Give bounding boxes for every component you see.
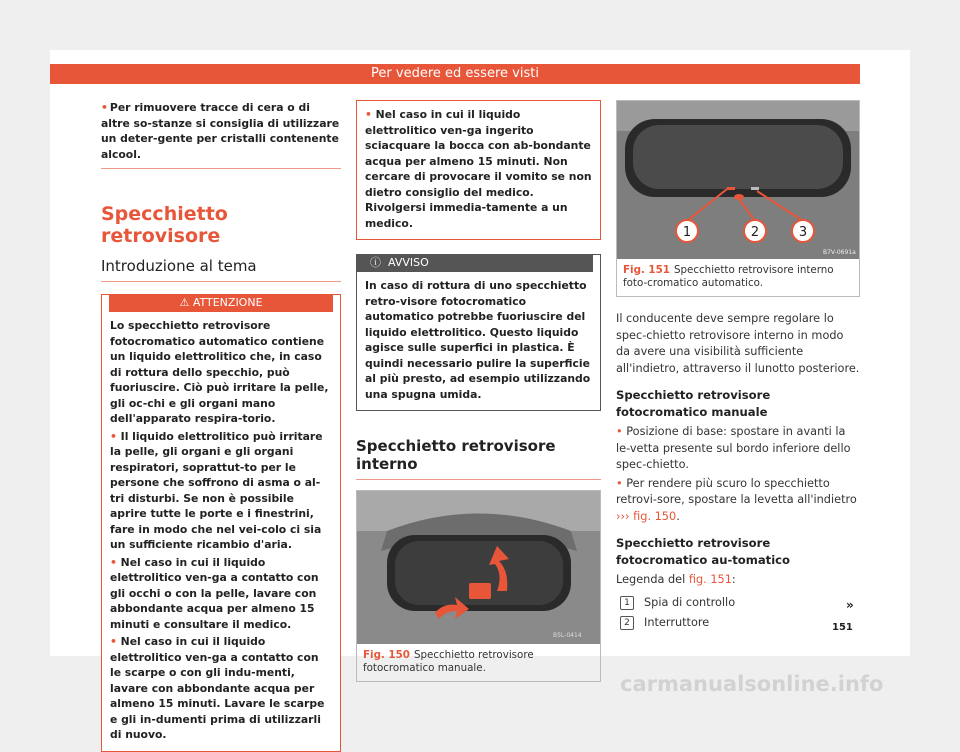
- list-item: [110, 555, 332, 633]
- bullet-text: Nel caso in cui il liquido elettrolitico ven-ga a contatto con gli occhi o con la pelle, lavare con abbondante acqua per almeno 15 minuti e consultare il medico.: [110, 555, 319, 631]
- notice-box: [356, 254, 601, 411]
- light-sensor: [751, 187, 759, 190]
- list-item: [365, 107, 592, 231]
- bullet-icon: •: [110, 429, 121, 443]
- subsection-title: Specchietto retrovisore interno: [356, 437, 556, 473]
- legend-item: [616, 613, 860, 633]
- section-title: Specchietto retrovisore: [101, 203, 228, 247]
- column-middle: [356, 100, 601, 682]
- list-item: [101, 100, 341, 162]
- bullet-icon: •: [616, 476, 627, 490]
- list-item: [110, 429, 332, 553]
- figure-150: [356, 490, 601, 682]
- paragraph: Il conducente deve sempre regolare lo spec-chietto retrovisore interno in modo da avere una visibilità sufficiente all'indietro, attraverso il lunotto posteriore.: [616, 312, 860, 375]
- legend-item: [616, 593, 860, 613]
- bullet-text: Nel caso in cui il liquido elettrolitico ven-ga ingerito sciacquare la bocca con ab-bondante acqua per almeno 15 minuti. Non cercare di provocare il vomito se non dietro consiglio del medico. Rivolgersi immedia-tamente a un medico.: [365, 108, 592, 230]
- mirror-automatic-image: [617, 101, 859, 259]
- legend-text: Spia di controllo: [644, 595, 736, 609]
- bullet-icon: •: [365, 108, 376, 121]
- warning-box: [101, 294, 341, 752]
- subsection-title: Introduzione al tema: [101, 257, 257, 275]
- divider: [356, 479, 601, 480]
- figure-link[interactable]: fig. 151: [688, 573, 732, 586]
- figure-caption-text: Specchietto retrovisore interno foto-cromatico automatico.: [623, 264, 834, 289]
- page-header: Per vedere ed essere visti: [50, 64, 860, 84]
- bullet-icon: •: [101, 101, 108, 114]
- reference-arrow: ›››: [616, 509, 630, 523]
- column-left: [101, 100, 341, 752]
- legend-intro-text: Legenda del: [616, 573, 686, 586]
- watermark: carmanualsonline.info: [620, 672, 884, 696]
- figure-label: Fig. 151: [623, 264, 670, 276]
- list-item: [110, 634, 332, 743]
- callout-1: 1: [682, 225, 692, 240]
- divider: [101, 168, 341, 169]
- column-right: [616, 100, 860, 633]
- bullet-text: Per rimuovere tracce di cera o di altre so-stanze si consiglia di utilizzare un deter-gente per cristalli contenente alcool.: [101, 101, 340, 161]
- warning-intro: Lo specchietto retrovisore fotocromatico automatico contiene un liquido elettrolitico che, in caso di rottura dello specchio, può fuoriuscire. Ciò può irritare la pelle, gli oc-chi e gli organi mano dell'apparato respira-torio.: [110, 319, 329, 425]
- figure-caption: [617, 259, 859, 296]
- notice-title: AVVISO: [388, 256, 429, 269]
- callout-3: 3: [798, 225, 808, 240]
- indicator-light: [727, 187, 735, 190]
- warning-box-continued: [356, 100, 601, 240]
- legend-number: 2: [620, 616, 634, 630]
- warning-title: ATTENZIONE: [192, 296, 263, 309]
- bullet-text: Il liquido elettrolitico può irritare la pelle, gli organi e gli organi respiratori, soprattut-to per le persone che soffrono di asma o al-tri disturbi. Se non è possibile aprire tutte le porte e i finestrini, fare in modo che nel vei-colo ci sia un sufficiente ricambio d'aria.: [110, 429, 323, 551]
- notice-text: In caso di rottura di uno specchietto retro-visore fotocromatico automatico potrebbe fuoriuscire del liquido elettrolitico. Questo liquido agisce sulle superfici in plastica. È quindi necessario pulire la superficie al più presto, ad esempio utilizzando una spugna umida.: [365, 279, 591, 401]
- paragraph-heading: Specchietto retrovisore fotocromatico au-tomatico: [616, 536, 791, 567]
- info-circle-icon: ⓘ: [370, 256, 388, 269]
- bullet-text: Per rendere più scuro lo specchietto retrovi-sore, spostare la levetta all'indietro: [616, 476, 857, 506]
- mirror-manual-image: [357, 491, 600, 644]
- bullet-text: Posizione di base: spostare in avanti la le-vetta presente sul bordo inferiore dello spec-chietto.: [616, 425, 851, 471]
- legend-text: Interruttore: [644, 615, 710, 629]
- figure-code: B5L-0414: [553, 632, 582, 639]
- page-number: 151: [832, 622, 853, 633]
- paragraph-heading: Specchietto retrovisore fotocromatico manuale: [616, 388, 771, 419]
- bullet-icon: •: [616, 425, 627, 438]
- callout-2: 2: [750, 225, 760, 240]
- bullet-icon: •: [110, 555, 121, 569]
- figure-caption-text: Specchietto retrovisore fotocromatico manuale.: [363, 649, 534, 674]
- figure-caption: [357, 644, 600, 681]
- list-item: [616, 424, 860, 474]
- bullet-icon: •: [110, 635, 121, 648]
- legend-number: 1: [620, 596, 634, 610]
- warning-triangle-icon: ⚠: [179, 296, 193, 309]
- figure-label: Fig. 150: [363, 649, 410, 661]
- continue-arrow-icon: »: [846, 598, 854, 612]
- figure-code: B7V-0691a: [823, 249, 856, 256]
- figure-151: [616, 100, 860, 297]
- notice-header: [356, 254, 593, 272]
- figure-link[interactable]: fig. 150: [633, 509, 677, 523]
- bullet-text: Nel caso in cui il liquido elettrolitico ven-ga a contatto con le scarpe o con gli indu-menti, lavare con abbondante acqua per almeno 15 minuti. Lavare le scarpe e gli in-dumenti prima di utilizzarli di nuovo.: [110, 635, 325, 741]
- warning-header: [109, 294, 333, 312]
- legend-intro: Legenda del fig. 151:: [616, 573, 736, 586]
- list-item: • Per rendere più scuro lo specchietto retrovi-sore, spostare la levetta all'indietro ››› fig. 150.: [616, 476, 857, 523]
- divider: [101, 281, 341, 282]
